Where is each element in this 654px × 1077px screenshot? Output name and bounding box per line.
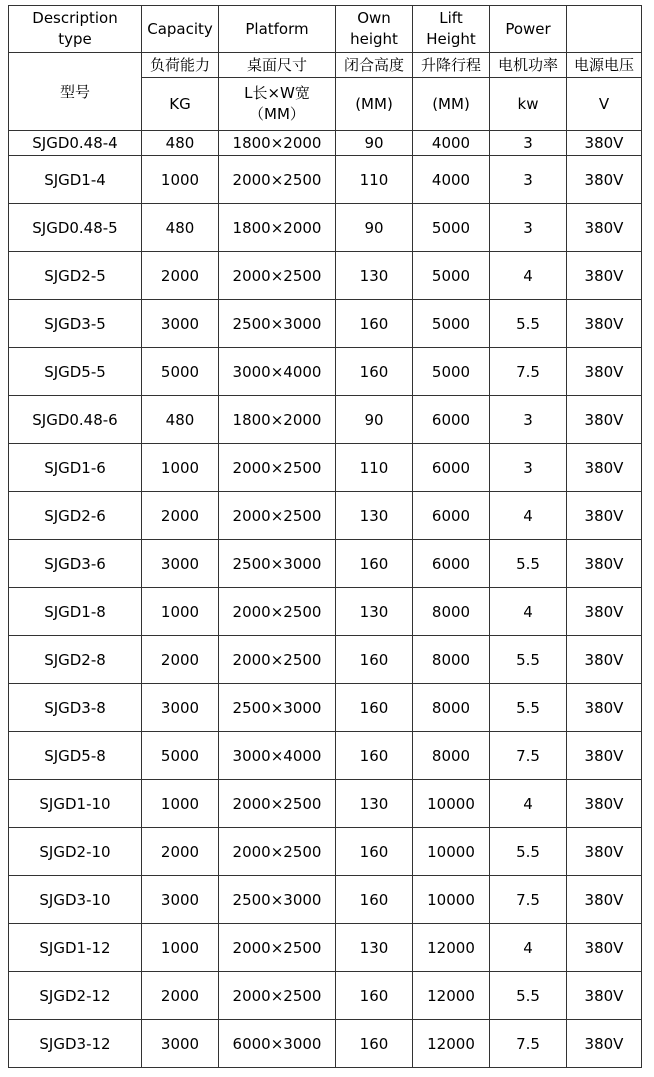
cell-capacity: 480 xyxy=(142,204,219,252)
cell-own-height: 160 xyxy=(336,684,413,732)
cell-platform: 2000×2500 xyxy=(219,780,336,828)
cell-platform: 2000×2500 xyxy=(219,588,336,636)
cell-voltage: 380V xyxy=(567,780,642,828)
cell-capacity: 1000 xyxy=(142,924,219,972)
unit-capacity: KG xyxy=(142,78,219,131)
cell-model: SJGD0.48-4 xyxy=(9,131,142,156)
header-capacity: Capacity xyxy=(142,6,219,53)
cell-own-height: 90 xyxy=(336,396,413,444)
cell-lift-height: 6000 xyxy=(413,396,490,444)
cell-capacity: 3000 xyxy=(142,1020,219,1068)
cell-model: SJGD2-12 xyxy=(9,972,142,1020)
cell-capacity: 1000 xyxy=(142,780,219,828)
cell-lift-height: 8000 xyxy=(413,588,490,636)
cell-own-height: 90 xyxy=(336,131,413,156)
cell-platform: 2500×3000 xyxy=(219,876,336,924)
cell-model: SJGD3-5 xyxy=(9,300,142,348)
cell-platform: 3000×4000 xyxy=(219,732,336,780)
header-lift-height-cn: 升降行程 xyxy=(413,53,490,78)
cell-model: SJGD5-8 xyxy=(9,732,142,780)
header-row-english xyxy=(9,6,642,53)
table-row xyxy=(9,828,642,876)
cell-power: 7.5 xyxy=(490,348,567,396)
cell-platform: 2000×2500 xyxy=(219,492,336,540)
unit-platform-line2: （MM） xyxy=(249,105,305,123)
cell-lift-height: 5000 xyxy=(413,204,490,252)
cell-power: 5.5 xyxy=(490,636,567,684)
cell-power: 7.5 xyxy=(490,1020,567,1068)
table-row xyxy=(9,876,642,924)
cell-model: SJGD2-8 xyxy=(9,636,142,684)
cell-model: SJGD1-6 xyxy=(9,444,142,492)
cell-power: 5.5 xyxy=(490,828,567,876)
cell-voltage: 380V xyxy=(567,131,642,156)
cell-lift-height: 6000 xyxy=(413,540,490,588)
cell-own-height: 130 xyxy=(336,252,413,300)
cell-capacity: 2000 xyxy=(142,828,219,876)
table-row xyxy=(9,300,642,348)
cell-voltage: 380V xyxy=(567,828,642,876)
table-row xyxy=(9,492,642,540)
header-own-height-line2: height xyxy=(350,30,398,48)
cell-lift-height: 10000 xyxy=(413,876,490,924)
header-description-line2: type xyxy=(58,30,92,48)
header-capacity-cn: 负荷能力 xyxy=(142,53,219,78)
table-row xyxy=(9,540,642,588)
cell-capacity: 480 xyxy=(142,131,219,156)
unit-own-height: (MM) xyxy=(336,78,413,131)
cell-platform: 2500×3000 xyxy=(219,540,336,588)
cell-model: SJGD3-6 xyxy=(9,540,142,588)
cell-platform: 2000×2500 xyxy=(219,444,336,492)
cell-own-height: 160 xyxy=(336,876,413,924)
cell-voltage: 380V xyxy=(567,1020,642,1068)
cell-capacity: 5000 xyxy=(142,348,219,396)
cell-model: SJGD3-12 xyxy=(9,1020,142,1068)
cell-voltage: 380V xyxy=(567,156,642,204)
cell-power: 7.5 xyxy=(490,876,567,924)
cell-own-height: 160 xyxy=(336,348,413,396)
header-lift-height xyxy=(413,6,490,53)
header-own-height xyxy=(336,6,413,53)
table-row xyxy=(9,252,642,300)
unit-platform-line1: L长×W宽 xyxy=(244,84,310,102)
cell-voltage: 380V xyxy=(567,492,642,540)
cell-own-height: 160 xyxy=(336,732,413,780)
cell-own-height: 160 xyxy=(336,828,413,876)
cell-lift-height: 8000 xyxy=(413,684,490,732)
cell-power: 3 xyxy=(490,396,567,444)
header-description-type xyxy=(9,6,142,53)
header-lift-height-line1: Lift xyxy=(439,9,463,27)
cell-model: SJGD3-8 xyxy=(9,684,142,732)
cell-platform: 2500×3000 xyxy=(219,300,336,348)
cell-lift-height: 4000 xyxy=(413,131,490,156)
cell-capacity: 2000 xyxy=(142,252,219,300)
cell-own-height: 90 xyxy=(336,204,413,252)
cell-voltage: 380V xyxy=(567,444,642,492)
cell-voltage: 380V xyxy=(567,876,642,924)
cell-own-height: 160 xyxy=(336,300,413,348)
cell-voltage: 380V xyxy=(567,924,642,972)
cell-model: SJGD2-5 xyxy=(9,252,142,300)
cell-power: 4 xyxy=(490,492,567,540)
cell-own-height: 130 xyxy=(336,924,413,972)
header-description-line1: Description xyxy=(32,9,118,27)
cell-model: SJGD3-10 xyxy=(9,876,142,924)
cell-platform: 1800×2000 xyxy=(219,131,336,156)
cell-lift-height: 5000 xyxy=(413,300,490,348)
table-row xyxy=(9,924,642,972)
cell-lift-height: 6000 xyxy=(413,444,490,492)
cell-own-height: 130 xyxy=(336,588,413,636)
table-row xyxy=(9,588,642,636)
header-power: Power xyxy=(490,6,567,53)
cell-lift-height: 8000 xyxy=(413,636,490,684)
table-row xyxy=(9,1020,642,1068)
cell-voltage: 380V xyxy=(567,732,642,780)
cell-own-height: 160 xyxy=(336,972,413,1020)
cell-lift-height: 5000 xyxy=(413,348,490,396)
header-platform: Platform xyxy=(219,6,336,53)
cell-own-height: 160 xyxy=(336,540,413,588)
cell-lift-height: 6000 xyxy=(413,492,490,540)
cell-power: 4 xyxy=(490,780,567,828)
cell-lift-height: 12000 xyxy=(413,972,490,1020)
cell-platform: 2000×2500 xyxy=(219,252,336,300)
cell-model: SJGD1-8 xyxy=(9,588,142,636)
cell-model: SJGD0.48-5 xyxy=(9,204,142,252)
cell-voltage: 380V xyxy=(567,588,642,636)
cell-voltage: 380V xyxy=(567,396,642,444)
header-power-cn: 电机功率 xyxy=(490,53,567,78)
cell-platform: 2500×3000 xyxy=(219,684,336,732)
cell-voltage: 380V xyxy=(567,684,642,732)
cell-power: 5.5 xyxy=(490,684,567,732)
cell-power: 3 xyxy=(490,444,567,492)
cell-power: 7.5 xyxy=(490,732,567,780)
table-row xyxy=(9,732,642,780)
unit-lift-height: (MM) xyxy=(413,78,490,131)
cell-platform: 2000×2500 xyxy=(219,636,336,684)
cell-power: 5.5 xyxy=(490,972,567,1020)
cell-model: SJGD2-10 xyxy=(9,828,142,876)
cell-capacity: 2000 xyxy=(142,972,219,1020)
cell-platform: 6000×3000 xyxy=(219,1020,336,1068)
cell-capacity: 3000 xyxy=(142,300,219,348)
table-row xyxy=(9,204,642,252)
cell-model: SJGD1-12 xyxy=(9,924,142,972)
unit-platform xyxy=(219,78,336,131)
unit-power: kw xyxy=(490,78,567,131)
header-lift-height-line2: Height xyxy=(426,30,476,48)
spec-table xyxy=(8,5,642,1068)
cell-lift-height: 12000 xyxy=(413,924,490,972)
cell-capacity: 5000 xyxy=(142,732,219,780)
cell-power: 3 xyxy=(490,131,567,156)
cell-capacity: 3000 xyxy=(142,540,219,588)
cell-capacity: 1000 xyxy=(142,588,219,636)
cell-platform: 1800×2000 xyxy=(219,396,336,444)
header-row-chinese xyxy=(9,53,642,78)
cell-capacity: 3000 xyxy=(142,876,219,924)
cell-model: SJGD2-6 xyxy=(9,492,142,540)
header-voltage-empty xyxy=(567,6,642,53)
cell-model: SJGD5-5 xyxy=(9,348,142,396)
cell-platform: 3000×4000 xyxy=(219,348,336,396)
cell-voltage: 380V xyxy=(567,540,642,588)
cell-own-height: 160 xyxy=(336,1020,413,1068)
header-own-height-cn: 闭合高度 xyxy=(336,53,413,78)
cell-power: 4 xyxy=(490,252,567,300)
table-row xyxy=(9,636,642,684)
header-platform-cn: 桌面尺寸 xyxy=(219,53,336,78)
cell-voltage: 380V xyxy=(567,204,642,252)
cell-capacity: 2000 xyxy=(142,636,219,684)
table-row xyxy=(9,444,642,492)
cell-lift-height: 12000 xyxy=(413,1020,490,1068)
table-row xyxy=(9,684,642,732)
table-row xyxy=(9,131,642,156)
table-row xyxy=(9,780,642,828)
cell-capacity: 3000 xyxy=(142,684,219,732)
cell-platform: 2000×2500 xyxy=(219,828,336,876)
cell-voltage: 380V xyxy=(567,252,642,300)
cell-platform: 2000×2500 xyxy=(219,924,336,972)
header-model-cn: 型号 xyxy=(9,53,142,131)
cell-platform: 2000×2500 xyxy=(219,972,336,1020)
cell-power: 4 xyxy=(490,924,567,972)
cell-own-height: 160 xyxy=(336,636,413,684)
cell-own-height: 110 xyxy=(336,444,413,492)
table-row xyxy=(9,348,642,396)
cell-capacity: 1000 xyxy=(142,444,219,492)
cell-power: 5.5 xyxy=(490,540,567,588)
cell-voltage: 380V xyxy=(567,348,642,396)
cell-model: SJGD1-10 xyxy=(9,780,142,828)
cell-capacity: 1000 xyxy=(142,156,219,204)
cell-own-height: 130 xyxy=(336,492,413,540)
cell-capacity: 2000 xyxy=(142,492,219,540)
cell-lift-height: 8000 xyxy=(413,732,490,780)
cell-platform: 1800×2000 xyxy=(219,204,336,252)
cell-voltage: 380V xyxy=(567,972,642,1020)
cell-lift-height: 10000 xyxy=(413,828,490,876)
cell-lift-height: 4000 xyxy=(413,156,490,204)
cell-voltage: 380V xyxy=(567,636,642,684)
header-voltage-cn: 电源电压 xyxy=(567,53,642,78)
cell-own-height: 130 xyxy=(336,780,413,828)
cell-voltage: 380V xyxy=(567,300,642,348)
cell-power: 3 xyxy=(490,156,567,204)
cell-model: SJGD1-4 xyxy=(9,156,142,204)
cell-lift-height: 5000 xyxy=(413,252,490,300)
table-row xyxy=(9,972,642,1020)
table-row xyxy=(9,396,642,444)
cell-power: 5.5 xyxy=(490,300,567,348)
cell-lift-height: 10000 xyxy=(413,780,490,828)
cell-model: SJGD0.48-6 xyxy=(9,396,142,444)
cell-platform: 2000×2500 xyxy=(219,156,336,204)
cell-capacity: 480 xyxy=(142,396,219,444)
cell-own-height: 110 xyxy=(336,156,413,204)
table-row xyxy=(9,156,642,204)
cell-power: 3 xyxy=(490,204,567,252)
unit-voltage: V xyxy=(567,78,642,131)
cell-power: 4 xyxy=(490,588,567,636)
header-own-height-line1: Own xyxy=(357,9,391,27)
